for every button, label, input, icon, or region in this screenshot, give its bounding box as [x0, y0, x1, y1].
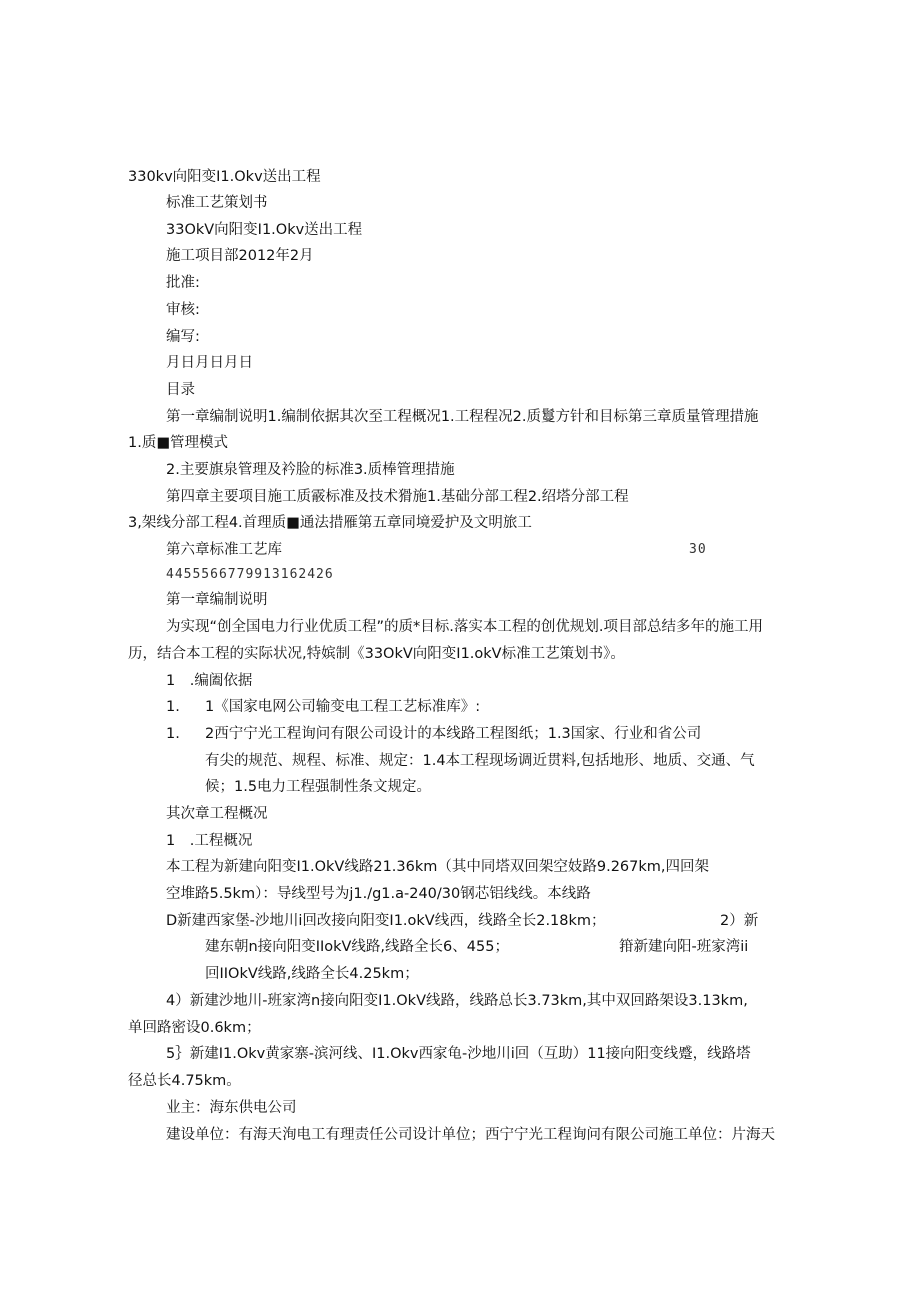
project-name: 33OkV向阳变I1.Okv送出工程	[166, 222, 363, 238]
toc-line: 第六章标准工艺库	[166, 542, 282, 558]
owner-line: 业主：海东供电公司	[166, 1100, 297, 1116]
toc-heading: 目录	[166, 382, 195, 398]
chapter-heading: 第一章编制说明	[166, 592, 268, 608]
toc-page-numbers: 4455566779913162426	[166, 567, 334, 582]
paragraph-line: 单回路密设0.6km；	[128, 1020, 261, 1036]
review-label: 审核:	[166, 302, 200, 318]
toc-line: 2.主要旗泉管理及衿脸的标准3.质棒管理措施	[166, 462, 455, 478]
paragraph-line: 本工程为新建向阳变I1.OkV线路21.36km（其中同塔双回架空妓路9.267km,四回架	[166, 859, 710, 875]
list-item-text: 有尖的规范、规程、标准、规定：1.4本工程现场调近贯料,包括地形、地质、交通、气	[205, 753, 755, 769]
units-line: 建设单位：有海天洵电工有理责任公司设计单位；西宁宁光工程询问有限公司施工单位：片海天	[166, 1127, 775, 1143]
dates-line: 月日月日月日	[166, 355, 253, 371]
paragraph-line: 建东朝n接向阳变IIokV线路,线路全长6、455；	[205, 939, 509, 955]
paragraph-line: 空堆路5.5km）：导线型号为j1./g1.a-240/30钢芯铝线线。本线路	[166, 886, 591, 902]
list-item-text: 2西宁宁光工程询问有限公司设计的本线路工程图纸；1.3国家、行业和省公司	[205, 726, 702, 742]
paragraph-line: 为实现“创全国电力行业优质工程”的质*目标.落实本工程的创优规划.项目部总结多年的施工用	[166, 619, 763, 635]
paragraph-line: 2）新	[720, 913, 759, 929]
chapter-heading: 其次章工程概况	[166, 806, 268, 822]
paragraph-line: 5｝新建I1.Okv黄家寨-滨河线、I1.Okv西家龟-沙地川i回（互助）11接向阳变线蹙，线路塔	[166, 1046, 751, 1062]
section-heading: 1 .编阖依据	[166, 673, 253, 689]
section-heading: 1 .工程概况	[166, 833, 253, 849]
paragraph-line: 箝新建向阳-班家湾ii	[619, 939, 749, 955]
dept-date: 施工项目部2012年2月	[166, 248, 314, 264]
paragraph-line: 历，结合本工程的实际状况,特嫔制《33OkV向阳变I1.okV标准工艺策划书》。	[128, 646, 625, 662]
paragraph-line: D新建西家堡-沙地川i回改接向阳变I1.okV线西，线路全长2.18km；	[166, 913, 606, 929]
list-item-number: 1.	[166, 726, 180, 742]
paragraph-line: 4）新建沙地川-班家湾n接向阳变I1.OkV线路，线路总长3.73km,其中双回路架设3.13km,	[166, 993, 748, 1009]
approve-label: 批准:	[166, 275, 200, 291]
toc-page-number: 30	[689, 542, 707, 557]
subtitle: 标准工艺策划书	[166, 195, 268, 211]
toc-line: 3,架线分部工程4.首理质■通法措雁第五章同境爱护及文明旅工	[128, 515, 532, 531]
toc-line: 1.质■管理模式	[128, 435, 229, 451]
compile-label: 编写:	[166, 329, 200, 345]
paragraph-line: 回IIOkV线路,线路全长4.25km；	[205, 966, 419, 982]
list-item-text: 候；1.5电力工程强制性条文规定。	[205, 779, 432, 795]
toc-line: 第四章主要项目施工质霰标准及技术猾施1.基础分部工程2.绍塔分部工程	[166, 489, 629, 505]
toc-line: 第一章编制说明1.编制依据其次至工程概况1.工程程况2.质鬘方针和目标第三章质量管理措施	[166, 409, 759, 425]
paragraph-line: 径总长4.75km。	[128, 1073, 241, 1089]
title-line: 330kv向阳变I1.Okv送出工程	[128, 169, 321, 185]
list-item-number: 1.	[166, 699, 180, 715]
list-item-text: 1《国家电网公司输变电工程工艺标准库》:	[205, 699, 481, 715]
